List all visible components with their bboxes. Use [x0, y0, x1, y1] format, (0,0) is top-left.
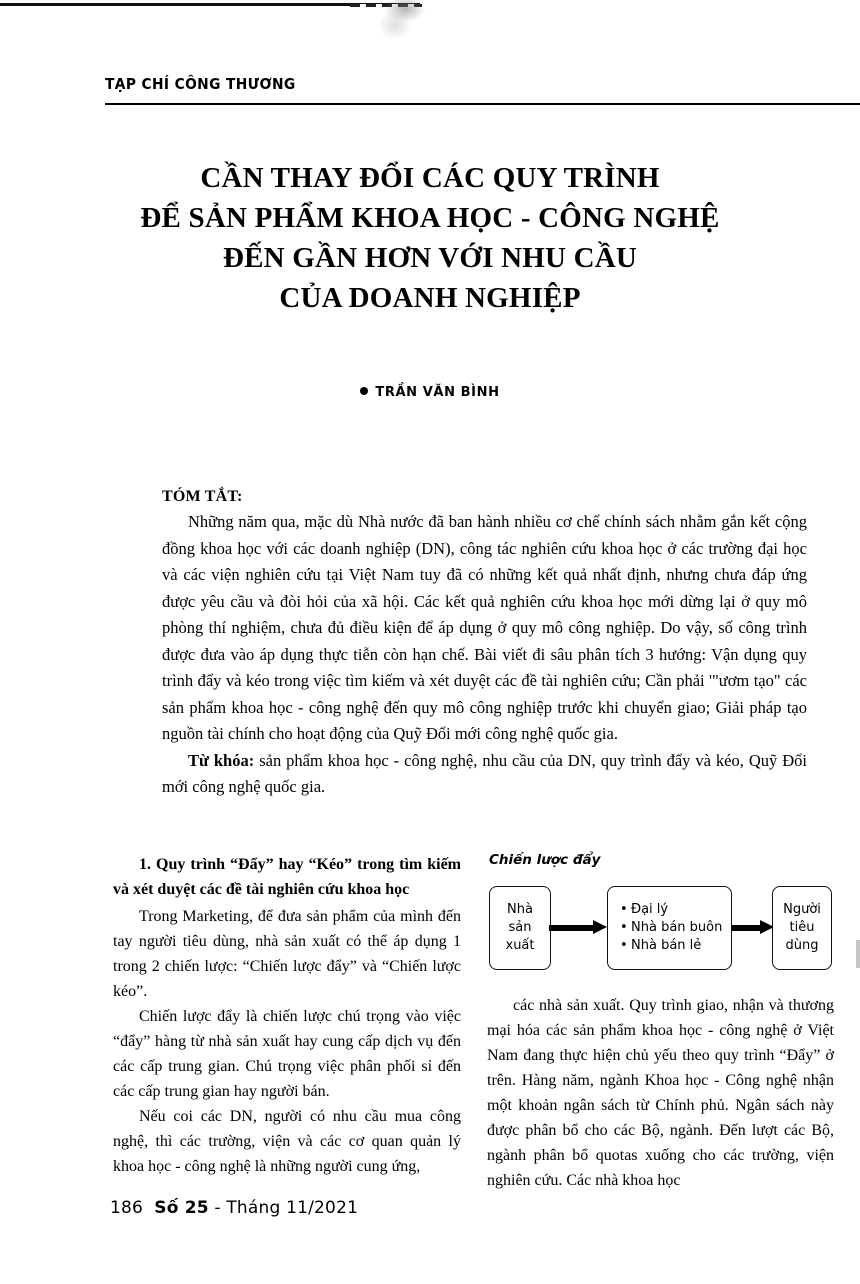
- masthead-rule: [105, 103, 860, 105]
- consumer-line-1: Người: [783, 902, 821, 917]
- producer-line-3: xuất: [505, 938, 535, 953]
- footer-issue: Số 25: [154, 1198, 209, 1218]
- producer-line-2: sản: [508, 920, 532, 935]
- left-paragraph-3: Nếu coi các DN, người có nhu cầu mua công nghệ, thì các trường, viện và các cơ quan quản lý khoa học - công nghệ là những người cung ứng,: [113, 1108, 461, 1175]
- scan-artifact-right-edge: [856, 940, 860, 968]
- scan-artifact-smudge-secondary: [378, 10, 412, 40]
- page-footer: [110, 1198, 358, 1218]
- intermediary-item-1: • Đại lý: [618, 901, 731, 919]
- arrow-intermediaries-to-consumer: [732, 923, 774, 932]
- footer-month: Tháng 11/2021: [226, 1198, 359, 1218]
- intermediary-item-2: • Nhà bán buôn: [618, 919, 731, 937]
- body-column-right: [487, 852, 834, 1193]
- arrow-shaft: [549, 925, 595, 931]
- title-line-2: ĐỂ SẢN PHẨM KHOA HỌC - CÔNG NGHỆ: [140, 202, 720, 234]
- push-strategy-figure: [487, 852, 834, 985]
- arrow-producer-to-intermediaries: [549, 923, 607, 932]
- footer-page-number: 186: [110, 1198, 144, 1218]
- title-line-3: ĐẾN GẦN HƠN VỚI NHU CẦU: [222, 242, 638, 274]
- author-name: TRẦN VĂN BÌNH: [375, 385, 500, 400]
- left-paragraph-2: Chiến lược đẩy là chiến lược chú trọng vào việc “đẩy” hàng từ nhà sản xuất hay cung cấp dịch vụ đến các cấp trung gian. Chú trọng việc phân phối sỉ đến các cấp trung gian hay người bán.: [113, 1008, 461, 1100]
- consumer-line-3: dùng: [785, 938, 819, 953]
- abstract-keywords: [162, 748, 807, 801]
- figure-box-producer: [489, 886, 551, 970]
- title-line-4: CỦA DOANH NGHIỆP: [279, 282, 581, 314]
- figure-canvas: [487, 878, 834, 978]
- right-paragraph-1: các nhà sản xuất. Quy trình giao, nhận và thương mại hóa các sản phẩm khoa học - công nghệ ở Việt Nam đang thực hiện chủ yếu theo quy trình “Đẩy” ở trên. Hàng năm, ngành Khoa học - Công nghệ nhận một khoản ngân sách từ Chính phủ. Ngân sách này được phân bổ cho các Bộ, ngành. Đến lượt các Bộ, ngành phân bổ quotas xuống cho các trường, viện nghiên cứu. Các nhà khoa học: [487, 997, 834, 1189]
- abstract-section: [162, 488, 807, 801]
- footer-separator: -: [208, 1198, 227, 1218]
- abstract-paragraph: Những năm qua, mặc dù Nhà nước đã ban hành nhiều cơ chế chính sách nhằm gắn kết cộng đồng khoa học với các doanh nghiệp (DN), công tác nghiên cứu khoa học ở các trường đại học và các viện nghiên cứu tại Việt Nam tuy đã có những kết quả nhất định, nhưng chưa đáp ứng được yêu cầu và đòi hỏi của xã hội. Các kết quả nghiên cứu khoa học mới dừng lại ở quy mô phòng thí nghiệm, chưa đủ điều kiện để áp dụng ở quy mô công nghiệp. Do vậy, số công trình được đưa vào áp dụng thực tiễn còn hạn chế. Bài viết đi sâu phân tích 3 hướng: Vận dụng quy trình đẩy và kéo trong việc tìm kiếm và xét duyệt các đề tài nghiên cứu; Cần phải '"ươm tạo" các sản phẩm khoa học - công nghệ đến quy mô công nghiệp trước khi chuyển giao; Giải pháp tạo nguồn tài chính cho hoạt động của Quỹ Đổi mới công nghệ quốc gia.: [162, 512, 807, 743]
- consumer-line-2: tiêu: [789, 920, 815, 935]
- keywords-label: Từ khóa:: [188, 750, 255, 770]
- article-title: [110, 158, 750, 318]
- keywords-text: sản phẩm khoa học - công nghệ, nhu cầu của DN, quy trình đẩy và kéo, Quỹ Đổi mới công nghệ quốc gia.: [162, 750, 807, 796]
- body-column-left: [113, 852, 461, 1179]
- abstract-heading: TÓM TẮT:: [162, 488, 243, 505]
- arrow-shaft: [732, 925, 762, 931]
- figure-caption: Chiến lược đẩy: [489, 852, 601, 868]
- arrow-head-icon: [593, 920, 607, 934]
- intermediary-item-3: • Nhà bán lẻ: [618, 937, 731, 955]
- figure-box-consumer: [772, 886, 832, 970]
- author-byline: [110, 385, 750, 400]
- title-line-1: CẦN THAY ĐỔI CÁC QUY TRÌNH: [200, 162, 660, 194]
- left-paragraph-1: Trong Marketing, để đưa sản phẩm của mình đến tay người tiêu dùng, nhà sản xuất có thể áp dụng 1 trong 2 chiến lược: “Chiến lược đẩy” và “Chiến lược kéo”.: [113, 908, 461, 1000]
- section-heading-1: 1. Quy trình “Đẩy” hay “Kéo” trong tìm kiếm và xét duyệt các đề tài nghiên cứu khoa học: [113, 856, 461, 898]
- bullet-icon: [360, 387, 368, 395]
- figure-box-intermediaries: [607, 886, 732, 970]
- journal-masthead: TẠP CHÍ CÔNG THƯƠNG: [105, 75, 296, 93]
- producer-line-1: Nhà: [507, 902, 533, 917]
